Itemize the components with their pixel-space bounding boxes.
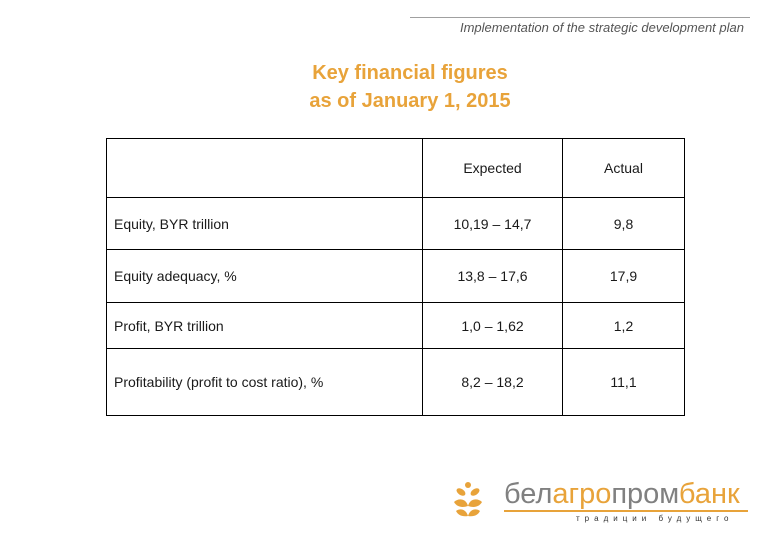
table-row: [107, 250, 685, 303]
bank-name-part: агро: [552, 478, 612, 510]
header-cell-expected: Expected: [423, 139, 563, 198]
header-rule: [410, 17, 750, 18]
row-label: Equity adequacy, %: [107, 250, 423, 303]
slogan-divider: [504, 510, 748, 512]
financial-figures-table: [106, 138, 685, 416]
slogan-part: традиции: [576, 514, 652, 523]
header-cell-actual: Actual: [563, 139, 685, 198]
expected-value: 10,19 – 14,7: [423, 198, 563, 250]
wheat-ear-icon: [448, 480, 488, 520]
actual-value: 17,9: [563, 250, 685, 303]
header-cell-empty: [107, 139, 423, 198]
table-row: [107, 303, 685, 349]
expected-value: 8,2 – 18,2: [423, 349, 563, 416]
bank-logo: [448, 476, 758, 526]
row-label: Equity, BYR trillion: [107, 198, 423, 250]
expected-value: 1,0 – 1,62: [423, 303, 563, 349]
bank-name: [504, 478, 740, 511]
table-header-row: [107, 139, 685, 198]
bank-slogan: [576, 514, 733, 523]
bank-name-part: банк: [678, 478, 740, 510]
bank-name-part: бел: [504, 478, 553, 510]
table-row: [107, 349, 685, 416]
section-header: Implementation of the strategic development plan: [459, 20, 744, 35]
slogan-part: будущего: [658, 514, 734, 523]
table-row: [107, 198, 685, 250]
row-label: Profitability (profit to cost ratio), %: [107, 349, 423, 416]
expected-value: 13,8 – 17,6: [423, 250, 563, 303]
row-label: Profit, BYR trillion: [107, 303, 423, 349]
slide-title-line-1: Key financial figures: [312, 62, 508, 84]
actual-value: 11,1: [563, 349, 685, 416]
slide-title-line-2: as of January 1, 2015: [309, 90, 511, 112]
actual-value: 1,2: [563, 303, 685, 349]
bank-name-part: пром: [611, 478, 679, 510]
actual-value: 9,8: [563, 198, 685, 250]
